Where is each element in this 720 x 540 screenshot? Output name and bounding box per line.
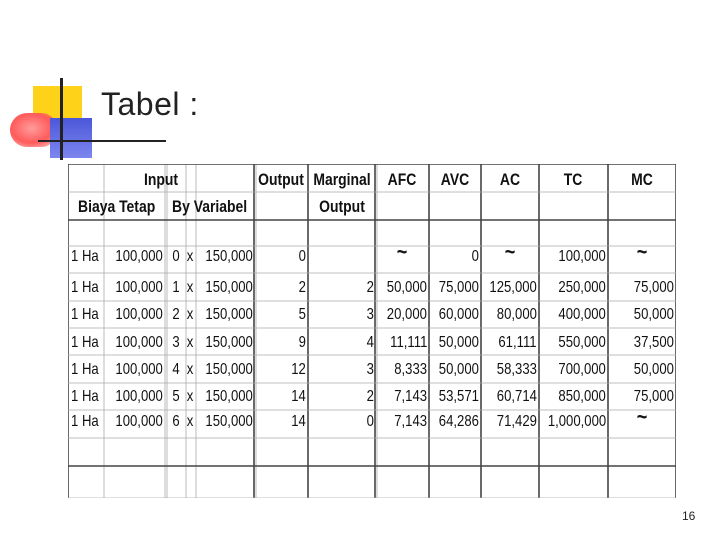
cell-mc: 37,500 bbox=[633, 334, 674, 351]
cell-units: 5 bbox=[172, 388, 180, 405]
cell-times: x bbox=[186, 306, 194, 323]
cell-tc: 100,000 bbox=[558, 248, 606, 265]
cell-ac: 61,111 bbox=[498, 334, 537, 351]
cell-afc: 8,333 bbox=[394, 361, 427, 378]
cell-fixed-cost: 100,000 bbox=[115, 279, 163, 296]
cell-units: 6 bbox=[172, 413, 180, 430]
logo-vertical-line bbox=[60, 78, 63, 160]
cell-variable-cost: 150,000 bbox=[205, 248, 253, 265]
cell-marginal-output: 2 bbox=[366, 279, 374, 296]
cell-units: 4 bbox=[172, 361, 180, 378]
header-avc: AVC bbox=[440, 170, 470, 189]
cell-units: 1 bbox=[172, 279, 180, 296]
cell-times: x bbox=[186, 248, 194, 265]
cell-avc: 75,000 bbox=[438, 279, 479, 296]
cell-land: 1 Ha bbox=[71, 413, 99, 430]
cell-avc: 64,286 bbox=[438, 413, 479, 430]
cell-afc: 7,143 bbox=[394, 388, 427, 405]
cell-variable-cost: 150,000 bbox=[205, 306, 253, 323]
cell-avc: 50,000 bbox=[438, 361, 479, 378]
cell-times: x bbox=[186, 413, 194, 430]
logo-blue-square bbox=[50, 118, 92, 158]
cell-ac: 80,000 bbox=[496, 306, 537, 323]
header-biaya-tetap: Biaya Tetap bbox=[78, 197, 156, 216]
header-mc: MC bbox=[631, 170, 653, 189]
cell-land: 1 Ha bbox=[71, 279, 99, 296]
header-afc: AFC bbox=[387, 170, 417, 189]
cell-ac: 60,714 bbox=[496, 388, 537, 405]
header-marginal-output: Output bbox=[319, 197, 365, 216]
header-ac: AC bbox=[499, 170, 521, 189]
cell-times: x bbox=[186, 361, 194, 378]
cell-output: 2 bbox=[298, 279, 306, 296]
cell-tc: 700,000 bbox=[558, 361, 606, 378]
cost-table bbox=[68, 164, 676, 498]
table-grid bbox=[68, 164, 676, 498]
cell-land: 1 Ha bbox=[71, 388, 99, 405]
cell-marginal-output: 3 bbox=[366, 361, 374, 378]
cell-variable-cost: 150,000 bbox=[205, 388, 253, 405]
cell-tc: 400,000 bbox=[558, 306, 606, 323]
cell-output: 14 bbox=[291, 388, 306, 405]
cell-times: x bbox=[186, 279, 194, 296]
cell-marginal-output: 0 bbox=[366, 413, 374, 430]
cell-units: 0 bbox=[172, 248, 180, 265]
header-output: Output bbox=[258, 170, 304, 189]
cell-land: 1 Ha bbox=[71, 306, 99, 323]
cell-output: 14 bbox=[291, 413, 306, 430]
cell-afc: ~ bbox=[396, 239, 408, 264]
cell-variable-cost: 150,000 bbox=[205, 279, 253, 296]
cell-variable-cost: 150,000 bbox=[205, 361, 253, 378]
cell-marginal-output: 3 bbox=[366, 306, 374, 323]
header-input: Input bbox=[143, 170, 179, 189]
cell-fixed-cost: 100,000 bbox=[115, 361, 163, 378]
cell-tc: 250,000 bbox=[558, 279, 606, 296]
cell-fixed-cost: 100,000 bbox=[115, 413, 163, 430]
cell-avc: 53,571 bbox=[438, 388, 479, 405]
cell-land: 1 Ha bbox=[71, 334, 99, 351]
cell-avc: 60,000 bbox=[438, 306, 479, 323]
cell-mc: ~ bbox=[636, 404, 648, 429]
header-by-variabel: By Variabel bbox=[172, 197, 248, 216]
cell-ac: 58,333 bbox=[496, 361, 537, 378]
header-tc: TC bbox=[563, 170, 583, 189]
cell-output: 9 bbox=[298, 334, 306, 351]
cell-marginal-output: 4 bbox=[366, 334, 374, 351]
cell-ac: 71,429 bbox=[496, 413, 537, 430]
cell-tc: 1,000,000 bbox=[547, 413, 606, 430]
header-marginal: Marginal bbox=[313, 170, 371, 189]
cell-mc: 75,000 bbox=[633, 388, 674, 405]
cell-avc: 0 bbox=[471, 248, 479, 265]
cell-afc: 50,000 bbox=[386, 279, 427, 296]
cell-mc: 75,000 bbox=[633, 279, 674, 296]
cell-fixed-cost: 100,000 bbox=[115, 306, 163, 323]
cell-units: 2 bbox=[172, 306, 180, 323]
cell-mc: 50,000 bbox=[633, 306, 674, 323]
cell-variable-cost: 150,000 bbox=[205, 334, 253, 351]
cell-land: 1 Ha bbox=[71, 248, 99, 265]
cell-ac: ~ bbox=[504, 239, 516, 264]
cell-ac: 125,000 bbox=[489, 279, 537, 296]
cell-variable-cost: 150,000 bbox=[205, 413, 253, 430]
cell-afc: 11,111 bbox=[389, 334, 427, 351]
cell-fixed-cost: 100,000 bbox=[115, 248, 163, 265]
cell-times: x bbox=[186, 334, 194, 351]
cell-units: 3 bbox=[172, 334, 180, 351]
cell-land: 1 Ha bbox=[71, 361, 99, 378]
page-number: 16 bbox=[682, 509, 696, 523]
cell-fixed-cost: 100,000 bbox=[115, 388, 163, 405]
cell-tc: 550,000 bbox=[558, 334, 606, 351]
cell-mc: ~ bbox=[636, 239, 648, 264]
cell-marginal-output: 2 bbox=[366, 388, 374, 405]
cell-output: 0 bbox=[298, 248, 306, 265]
cell-fixed-cost: 100,000 bbox=[115, 334, 163, 351]
cell-output: 12 bbox=[291, 361, 306, 378]
cell-times: x bbox=[186, 388, 194, 405]
cell-afc: 20,000 bbox=[386, 306, 427, 323]
cell-afc: 7,143 bbox=[394, 413, 427, 430]
title-underline bbox=[38, 140, 166, 142]
cell-avc: 50,000 bbox=[438, 334, 479, 351]
cell-tc: 850,000 bbox=[558, 388, 606, 405]
slide-title: Tabel : bbox=[101, 86, 199, 122]
cell-mc: 50,000 bbox=[633, 361, 674, 378]
cell-output: 5 bbox=[298, 306, 306, 323]
